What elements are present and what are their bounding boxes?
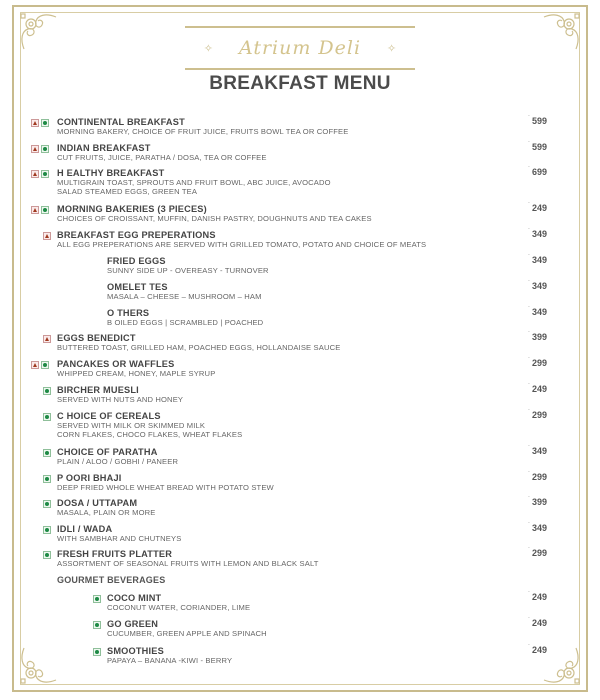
item-description: MASALA, PLAIN OR MORE — [57, 508, 156, 517]
diet-badges — [43, 526, 51, 534]
item-price — [528, 142, 547, 152]
item-description: BUTTERED TOAST, GRILLED HAM, POACHED EGGS, HOLLANDAISE SAUCE — [57, 343, 341, 352]
currency-symbol: ` — [528, 592, 530, 598]
diet-badges — [31, 206, 49, 214]
logo: Atrium Deli — [238, 37, 362, 59]
diet-badges — [43, 387, 51, 395]
price-value: 699 — [532, 167, 548, 177]
veg-icon — [43, 449, 51, 457]
veg-icon — [41, 361, 49, 369]
price-value: 299 — [532, 410, 548, 420]
item-description: COCONUT WATER, CORIANDER, LIME — [107, 603, 251, 612]
item-name: GO GREEN — [107, 619, 159, 629]
diet-badges — [31, 170, 49, 178]
item-description: SALAD STEAMED EGGS, GREEN TEA — [57, 187, 198, 196]
item-price — [528, 332, 547, 342]
item-description: CUCUMBER, GREEN APPLE AND SPINACH — [107, 629, 267, 638]
currency-symbol: ` — [528, 307, 530, 313]
diet-badges — [93, 648, 101, 656]
price-value: 349 — [532, 255, 548, 265]
item-name: C HOICE OF CEREALS — [57, 411, 161, 421]
currency-symbol: ` — [528, 548, 530, 554]
diet-badges — [31, 119, 49, 127]
item-price — [528, 592, 547, 602]
corner-ornament-icon — [16, 644, 60, 688]
veg-icon — [41, 145, 49, 153]
veg-icon — [93, 621, 101, 629]
price-value: 249 — [532, 645, 548, 655]
price-value: 599 — [532, 142, 548, 152]
nonveg-icon — [43, 335, 51, 343]
currency-symbol: ` — [528, 618, 530, 624]
corner-ornament-icon — [540, 9, 584, 53]
price-value: 349 — [532, 281, 548, 291]
diet-badges — [43, 335, 51, 343]
item-name: O THERS — [107, 308, 150, 318]
item-description: SERVED WITH NUTS AND HONEY — [57, 395, 184, 404]
item-price — [528, 281, 547, 291]
item-name: COCO MINT — [107, 593, 162, 603]
price-value: 299 — [532, 472, 548, 482]
price-value: 399 — [532, 497, 548, 507]
item-name: IDLI / WADA — [57, 524, 113, 534]
diet-badges — [43, 413, 51, 421]
price-value: 349 — [532, 446, 548, 456]
price-value: 249 — [532, 592, 548, 602]
item-name: CONTINENTAL BREAKFAST — [57, 117, 185, 127]
item-name: OMELET TES — [107, 282, 168, 292]
item-price — [528, 203, 547, 213]
veg-icon — [43, 387, 51, 395]
item-name: EGGS BENEDICT — [57, 333, 136, 343]
currency-symbol: ` — [528, 472, 530, 478]
item-price — [528, 618, 547, 628]
nonveg-icon — [31, 361, 39, 369]
currency-symbol: ` — [528, 358, 530, 364]
nonveg-icon — [31, 145, 39, 153]
veg-icon — [43, 526, 51, 534]
diet-badges — [43, 232, 51, 240]
item-description: WITH SAMBHAR AND CHUTNEYS — [57, 534, 182, 543]
item-description: CUT FRUITS, JUICE, PARATHA / DOSA, TEA OR COFFEE — [57, 153, 267, 162]
item-price — [528, 167, 547, 177]
item-description: CHOICES OF CROISSANT, MUFFIN, DANISH PASTRY, DOUGHNUTS AND TEA CAKES — [57, 214, 372, 223]
item-name: H EALTHY BREAKFAST — [57, 168, 165, 178]
diet-badges — [43, 500, 51, 508]
veg-icon — [43, 500, 51, 508]
price-value: 249 — [532, 618, 548, 628]
item-description: PLAIN / ALOO / GOBHI / PANEER — [57, 457, 179, 466]
item-price — [528, 384, 547, 394]
diet-badges — [93, 621, 101, 629]
item-description: MASALA – CHEESE – MUSHROOM – HAM — [107, 292, 262, 301]
item-description: DEEP FRIED WHOLE WHEAT BREAD WITH POTATO STEW — [57, 483, 274, 492]
currency-symbol: ` — [528, 116, 530, 122]
veg-icon — [43, 551, 51, 559]
item-price — [528, 229, 547, 239]
logo-banner — [185, 26, 415, 70]
veg-icon — [93, 595, 101, 603]
item-name: BREAKFAST EGG PREPERATIONS — [57, 230, 216, 240]
item-name: CHOICE OF PARATHA — [57, 447, 158, 457]
diet-badges — [43, 449, 51, 457]
currency-symbol: ` — [528, 167, 530, 173]
price-value: 599 — [532, 116, 548, 126]
item-description: CORN FLAKES, CHOCO FLAKES, WHEAT FLAKES — [57, 430, 243, 439]
item-description: SUNNY SIDE UP - OVEREASY - TURNOVER — [107, 266, 269, 275]
diet-badges — [93, 595, 101, 603]
currency-symbol: ` — [528, 645, 530, 651]
veg-icon — [41, 206, 49, 214]
flourish-icon: ✧ — [387, 41, 397, 55]
currency-symbol: ` — [528, 203, 530, 209]
item-price — [528, 307, 547, 317]
nonveg-icon — [31, 119, 39, 127]
currency-symbol: ` — [528, 523, 530, 529]
section-heading-beverages: GOURMET BEVERAGES — [57, 575, 166, 585]
item-name: MORNING BAKERIES (3 PIECES) — [57, 204, 207, 214]
item-price — [528, 410, 547, 420]
item-description: SERVED WITH MILK OR SKIMMED MILK — [57, 421, 206, 430]
price-value: 349 — [532, 523, 548, 533]
page-title: BREAKFAST MENU — [209, 73, 391, 94]
diet-badges — [43, 551, 51, 559]
item-description: B OILED EGGS | SCRAMBLED | POACHED — [107, 318, 264, 327]
diet-badges — [43, 475, 51, 483]
currency-symbol: ` — [528, 229, 530, 235]
item-price — [528, 472, 547, 482]
veg-icon — [41, 119, 49, 127]
item-description: ALL EGG PREPERATIONS ARE SERVED WITH GRILLED TOMATO, POTATO AND CHOICE OF MEATS — [57, 240, 427, 249]
price-value: 349 — [532, 307, 548, 317]
item-name: INDIAN BREAKFAST — [57, 143, 151, 153]
item-name: PANCAKES OR WAFFLES — [57, 359, 175, 369]
diet-badges — [31, 145, 49, 153]
item-description: ASSORTMENT OF SEASONAL FRUITS WITH LEMON AND BLACK SALT — [57, 559, 319, 568]
veg-icon — [41, 170, 49, 178]
diet-badges — [31, 361, 49, 369]
item-price — [528, 116, 547, 126]
item-name: BIRCHER MUESLI — [57, 385, 139, 395]
veg-icon — [93, 648, 101, 656]
currency-symbol: ` — [528, 281, 530, 287]
nonveg-icon — [31, 206, 39, 214]
item-description: PAPAYA – BANANA -KIWI - BERRY — [107, 656, 233, 665]
item-description: MORNING BAKERY, CHOICE OF FRUIT JUICE, FRUITS BOWL TEA OR COFFEE — [57, 127, 349, 136]
item-name: FRESH FRUITS PLATTER — [57, 549, 173, 559]
price-value: 249 — [532, 203, 548, 213]
flourish-icon: ✧ — [203, 41, 213, 55]
price-value: 299 — [532, 548, 548, 558]
price-value: 299 — [532, 358, 548, 368]
nonveg-icon — [43, 232, 51, 240]
price-value: 249 — [532, 384, 548, 394]
item-description: WHIPPED CREAM, HONEY, MAPLE SYRUP — [57, 369, 216, 378]
item-name: SMOOTHIES — [107, 646, 164, 656]
currency-symbol: ` — [528, 142, 530, 148]
veg-icon — [43, 413, 51, 421]
item-price — [528, 446, 547, 456]
veg-icon — [43, 475, 51, 483]
item-name: FRIED EGGS — [107, 256, 166, 266]
item-price — [528, 645, 547, 655]
currency-symbol: ` — [528, 446, 530, 452]
currency-symbol: ` — [528, 384, 530, 390]
currency-symbol: ` — [528, 497, 530, 503]
nonveg-icon — [31, 170, 39, 178]
item-name: DOSA / UTTAPAM — [57, 498, 138, 508]
item-price — [528, 255, 547, 265]
item-price — [528, 548, 547, 558]
item-name: P OORI BHAJI — [57, 473, 122, 483]
currency-symbol: ` — [528, 410, 530, 416]
item-price — [528, 523, 547, 533]
price-value: 399 — [532, 332, 548, 342]
price-value: 349 — [532, 229, 548, 239]
item-description: MULTIGRAIN TOAST, SPROUTS AND FRUIT BOWL, ABC JUICE, AVOCADO — [57, 178, 331, 187]
currency-symbol: ` — [528, 332, 530, 338]
currency-symbol: ` — [528, 255, 530, 261]
item-price — [528, 497, 547, 507]
item-price — [528, 358, 547, 368]
corner-ornament-icon — [16, 9, 60, 53]
